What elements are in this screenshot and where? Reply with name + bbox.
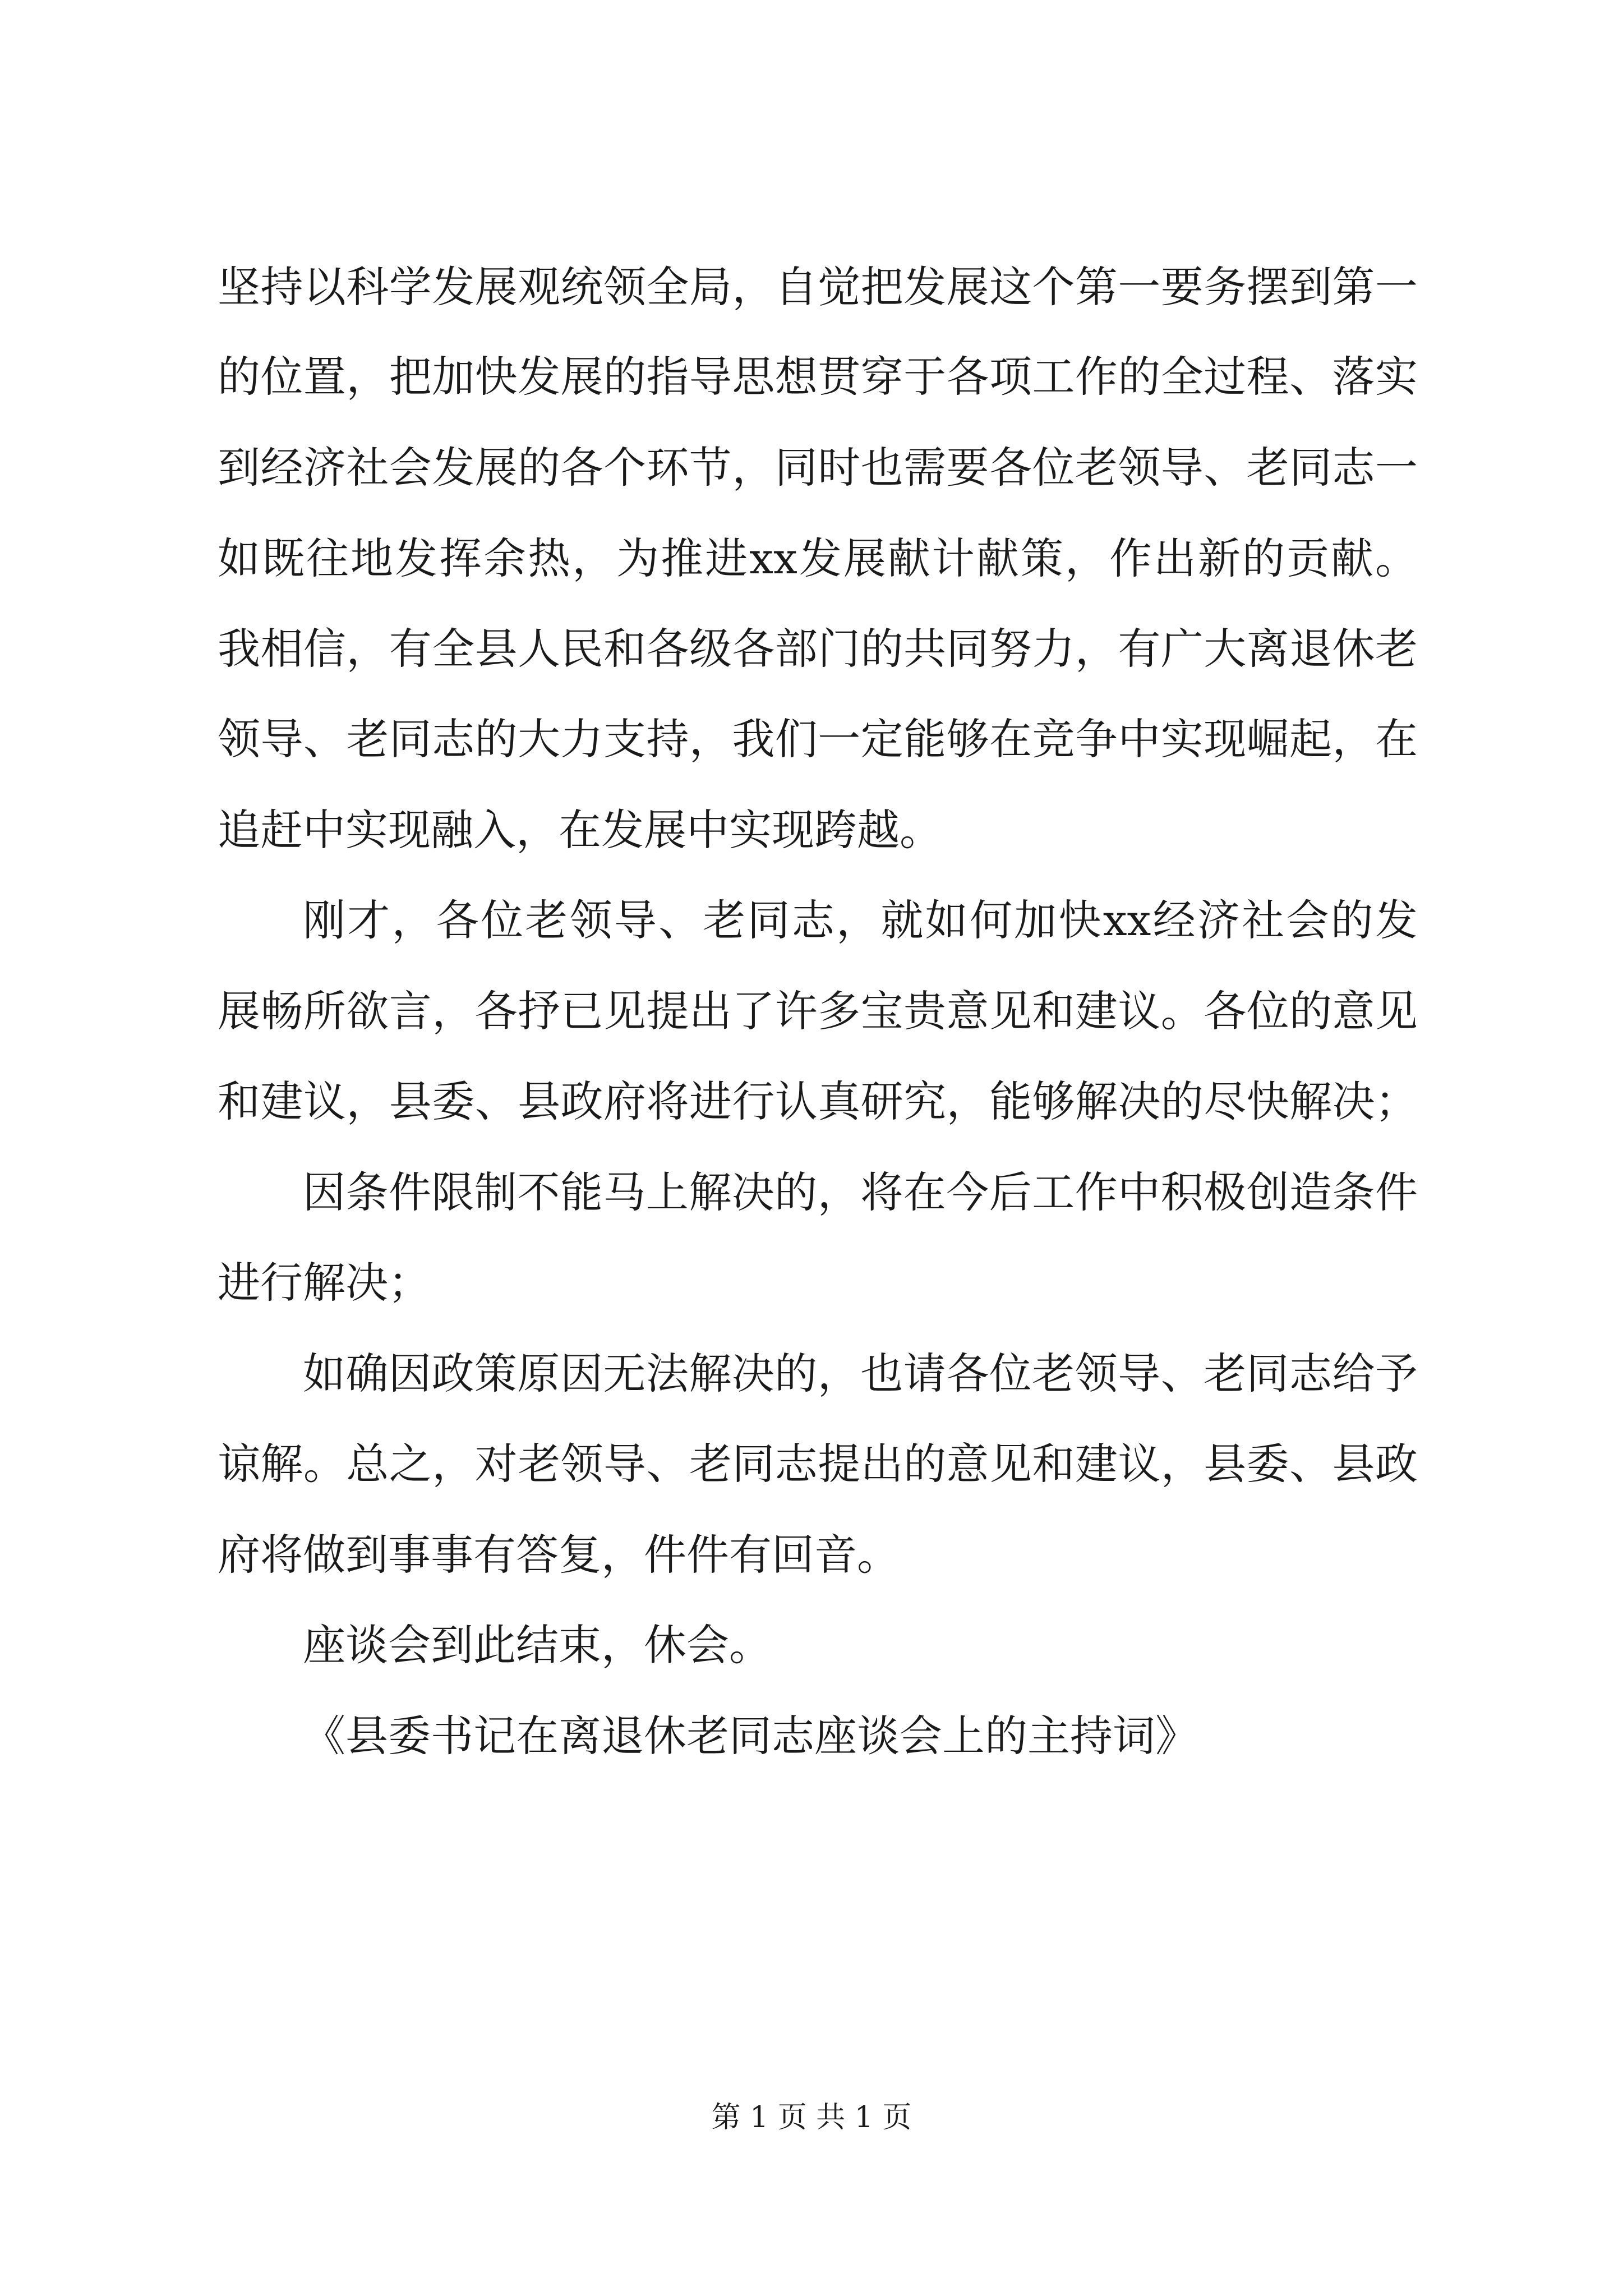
paragraph-line: 我相信，有全县人民和各级各部门的共同努力，有广大离退休老 xyxy=(218,624,1418,674)
page-number-footer: 第 1 页 共 1 页 xyxy=(711,2101,912,2134)
paragraph-line: 进行解决； xyxy=(218,1258,431,1308)
paragraph-line: 谅解。总之，对老领导、老同志提出的意见和建议，县委、县政 xyxy=(218,1439,1418,1489)
paragraph-line: 的位置，把加快发展的指导思想贯穿于各项工作的全过程、落实 xyxy=(218,352,1418,402)
document-title-line: 《县委书记在离退休老同志座谈会上的主持词》 xyxy=(303,1711,1198,1761)
paragraph-line: 因条件限制不能马上解决的，将在今后工作中积极创造条件 xyxy=(303,1167,1418,1217)
paragraph-line: 刚才，各位老领导、老同志，就如何加快xx经济社会的发 xyxy=(303,895,1418,945)
paragraph-line: 到经济社会发展的各个环节，同时也需要各位老领导、老同志一 xyxy=(218,443,1418,493)
paragraph-line: 如既往地发挥余热，为推进xx发展献计献策，作出新的贡献。 xyxy=(218,533,1418,583)
paragraph-line: 领导、老同志的大力支持，我们一定能够在竞争中实现崛起，在 xyxy=(218,714,1418,764)
paragraph-line: 展畅所欲言，各抒已见提出了许多宝贵意见和建议。各位的意见 xyxy=(218,986,1418,1036)
paragraph-line: 和建议，县委、县政府将进行认真研究，能够解决的尽快解决； xyxy=(218,1076,1418,1126)
paragraph-line: 追赶中实现融入，在发展中实现跨越。 xyxy=(218,805,942,855)
paragraph-line: 如确因政策原因无法解决的，也请各位老领导、老同志给予 xyxy=(303,1349,1418,1398)
paragraph-line: 府将做到事事有答复，件件有回音。 xyxy=(218,1530,900,1580)
paragraph-line: 座谈会到此结束，休会。 xyxy=(303,1620,772,1670)
paragraph-line: 坚持以科学发展观统领全局，自觉把发展这个第一要务摆到第一 xyxy=(218,262,1418,312)
